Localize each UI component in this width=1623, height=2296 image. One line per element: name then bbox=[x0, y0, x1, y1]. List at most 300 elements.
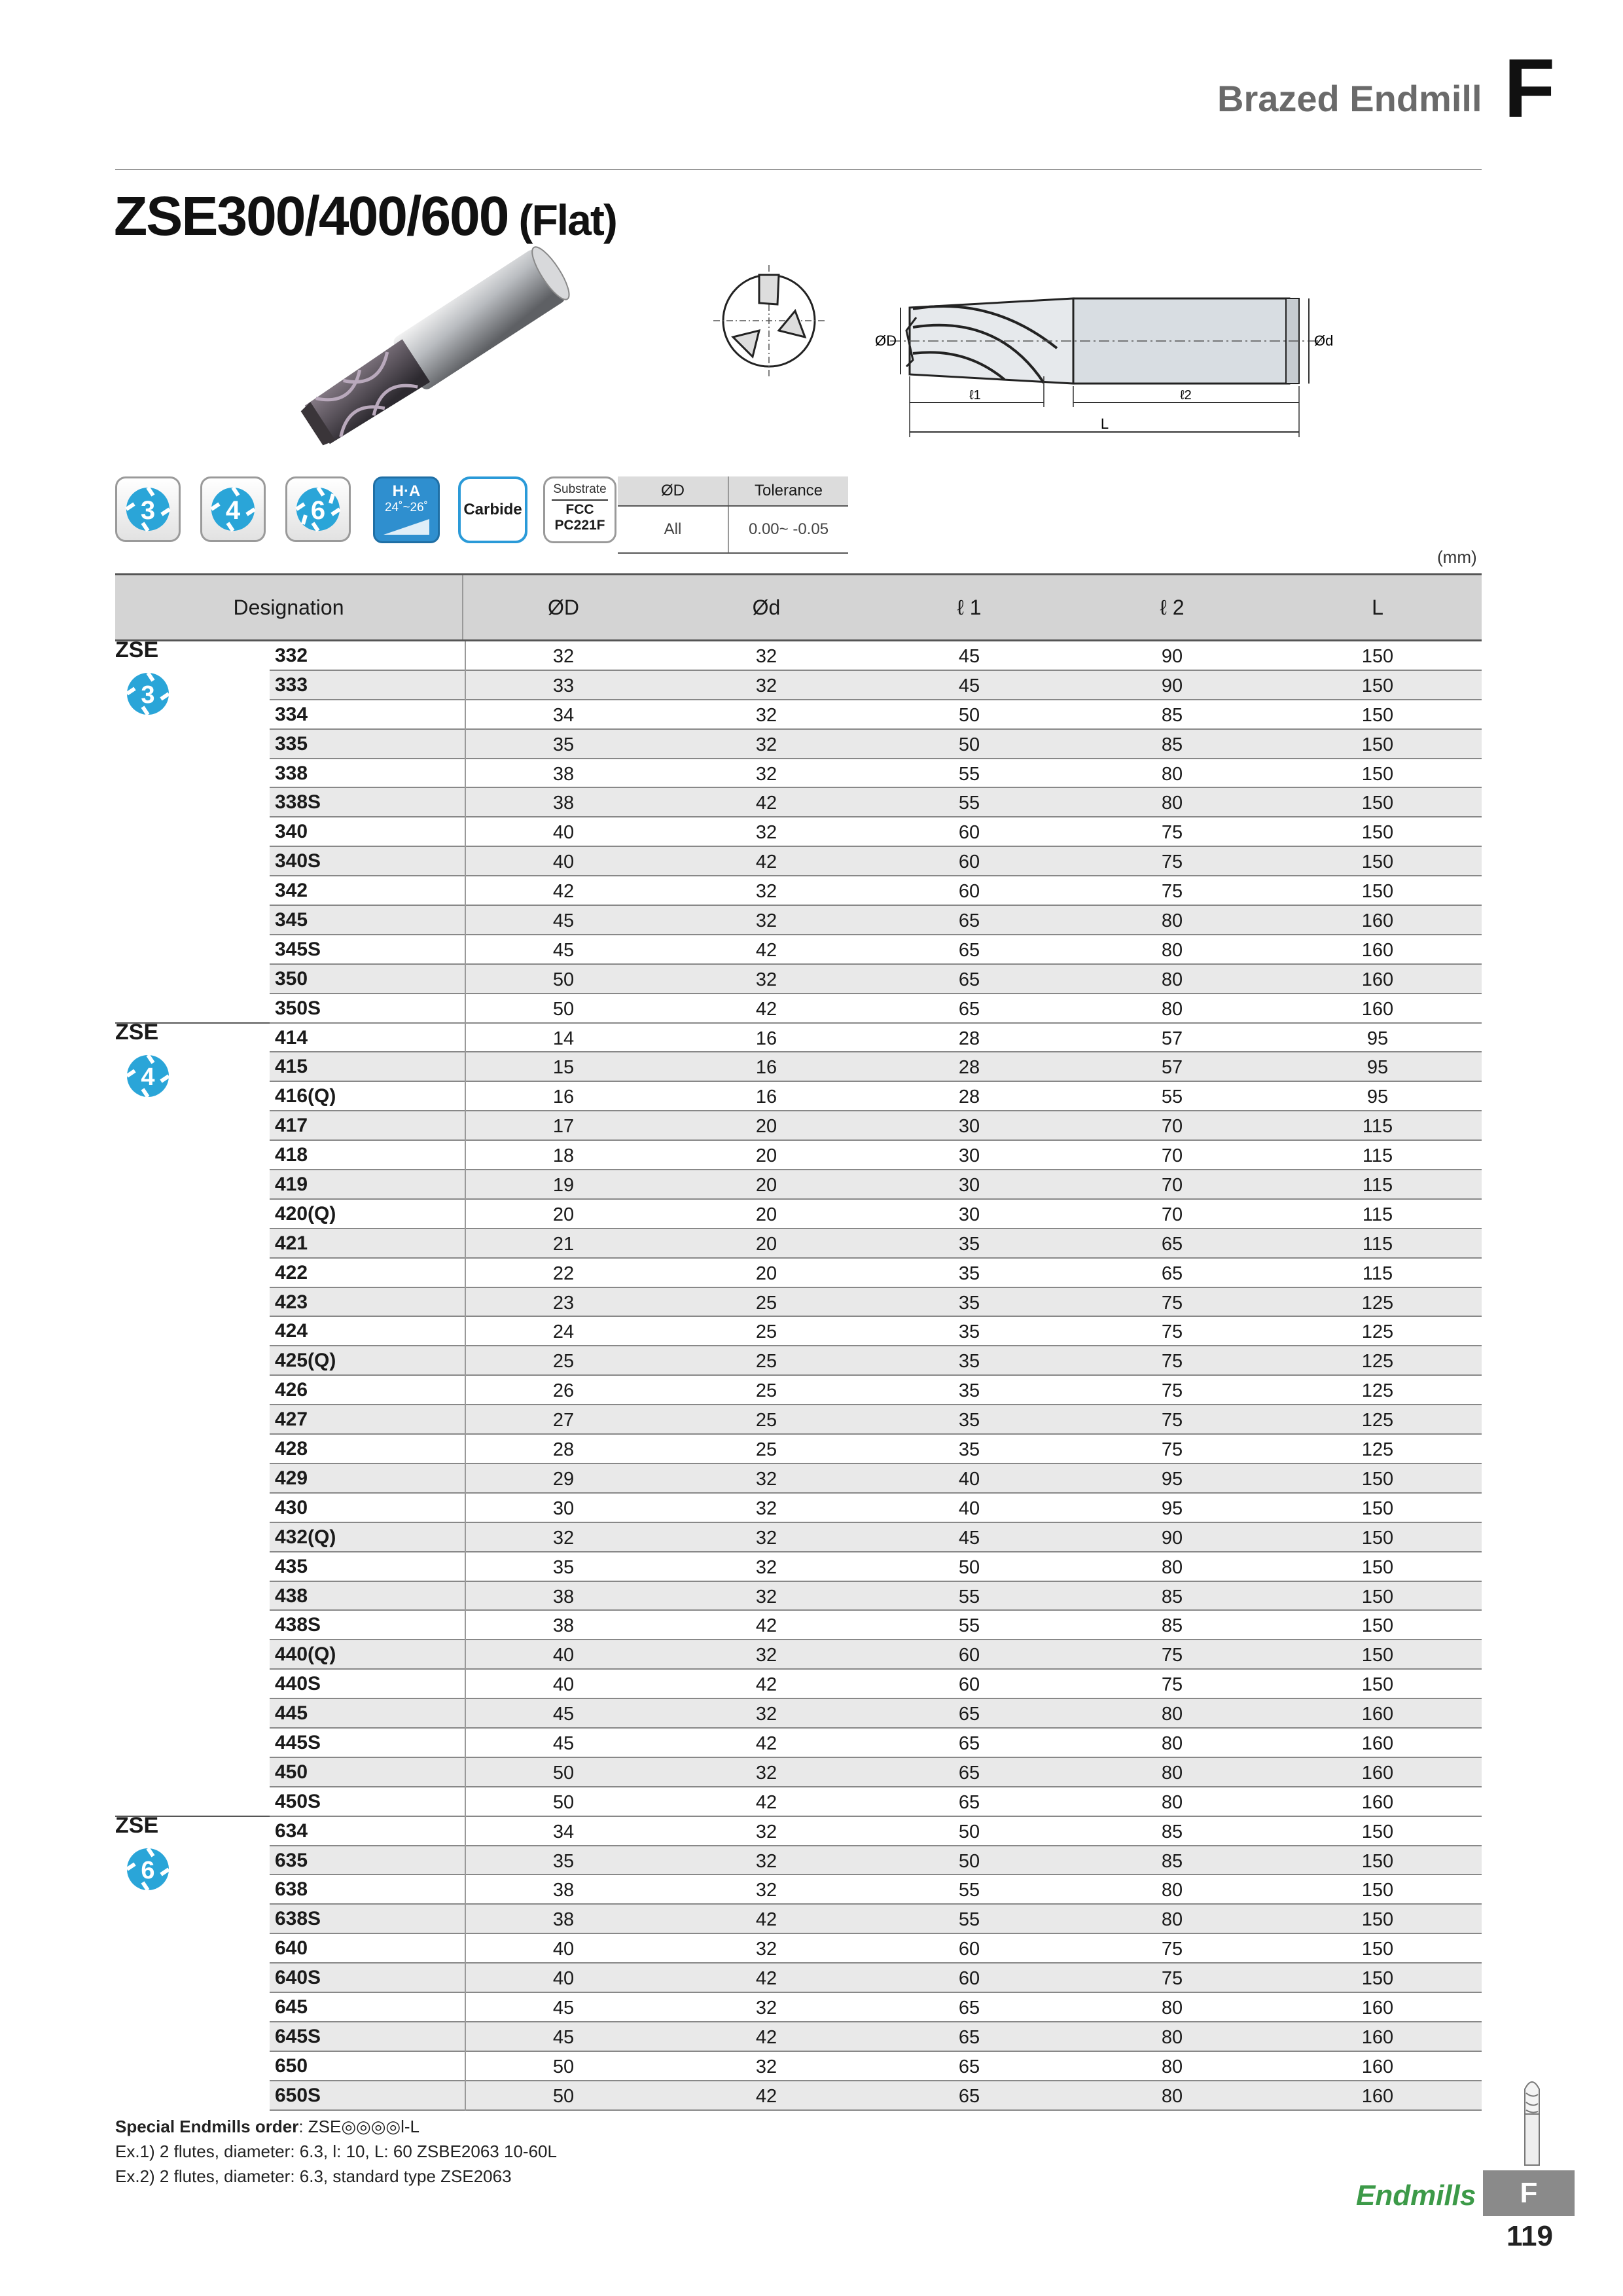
value-cell: 115 bbox=[1362, 1145, 1393, 1167]
value-cell: 50 bbox=[552, 969, 575, 990]
section-title: Brazed Endmill bbox=[1217, 78, 1482, 119]
value-cell: 80 bbox=[1161, 2085, 1183, 2107]
value-cell: 40 bbox=[552, 822, 575, 844]
value-cell: 85 bbox=[1161, 1615, 1183, 1637]
value-cell: 42 bbox=[755, 1732, 777, 1754]
value-cell: 16 bbox=[755, 1028, 777, 1049]
value-cell: 80 bbox=[1161, 910, 1183, 932]
value-cell: 150 bbox=[1361, 1645, 1394, 1666]
value-cell: 42 bbox=[755, 939, 777, 961]
value-cell: 25 bbox=[755, 1292, 777, 1314]
title-main: ZSE300/400/600 bbox=[114, 185, 508, 247]
value-cell: 55 bbox=[958, 763, 980, 785]
table-row bbox=[115, 641, 1482, 671]
value-cell: 20 bbox=[755, 1263, 777, 1284]
value-cell: 95 bbox=[1161, 1468, 1183, 1490]
value-cell: 25 bbox=[552, 1351, 575, 1372]
value-cell: 80 bbox=[1161, 1997, 1183, 2018]
value-cell: 80 bbox=[1161, 1909, 1183, 1931]
designation-cell: 425(Q) bbox=[270, 1346, 466, 1376]
designation-cell: 424 bbox=[270, 1317, 466, 1346]
designation-cell: 638 bbox=[270, 1875, 466, 1905]
value-cell: 160 bbox=[1361, 2026, 1394, 2048]
value-cell: 65 bbox=[958, 969, 980, 990]
value-cell: 40 bbox=[552, 1645, 575, 1666]
value-cell: 42 bbox=[755, 998, 777, 1020]
flute-count-icon bbox=[122, 668, 174, 720]
value-cell: 150 bbox=[1361, 1586, 1394, 1607]
value-cell: 65 bbox=[958, 910, 980, 932]
title-suffix: (Flat) bbox=[518, 196, 616, 244]
header-shank-diameter: Ød bbox=[752, 596, 781, 619]
substrate-label: Substrate bbox=[553, 482, 607, 496]
value-cell: 50 bbox=[958, 704, 980, 726]
value-cell: 80 bbox=[1161, 969, 1183, 990]
designation-cell: 415 bbox=[270, 1052, 466, 1082]
svg-text:4: 4 bbox=[225, 496, 241, 525]
table-row bbox=[115, 700, 1482, 730]
value-cell: 85 bbox=[1161, 734, 1183, 755]
designation-cell: 332 bbox=[270, 641, 466, 671]
value-cell: 42 bbox=[755, 852, 777, 873]
value-cell: 65 bbox=[958, 1704, 980, 1725]
value-cell: 19 bbox=[552, 1175, 575, 1196]
value-cell: 22 bbox=[552, 1263, 575, 1284]
value-cell: 25 bbox=[755, 1351, 777, 1372]
value-cell: 14 bbox=[552, 1028, 575, 1049]
value-cell: 15 bbox=[552, 1057, 575, 1079]
table-row bbox=[115, 1875, 1482, 1905]
value-cell: 45 bbox=[958, 646, 980, 667]
value-cell: 60 bbox=[958, 1645, 980, 1666]
value-cell: 125 bbox=[1361, 1351, 1394, 1372]
designation-cell: 440S bbox=[270, 1670, 466, 1699]
value-cell: 50 bbox=[958, 1821, 980, 1842]
value-cell: 35 bbox=[958, 1263, 980, 1284]
value-cell: 45 bbox=[958, 1527, 980, 1549]
value-cell: 115 bbox=[1362, 1263, 1393, 1284]
value-cell: 80 bbox=[1161, 763, 1183, 785]
value-cell: 125 bbox=[1361, 1439, 1394, 1461]
value-cell: 90 bbox=[1161, 675, 1183, 696]
value-cell: 42 bbox=[755, 1674, 777, 1696]
value-cell: 80 bbox=[1161, 1791, 1183, 1813]
value-cell: 17 bbox=[552, 1116, 575, 1138]
designation-cell: 333 bbox=[270, 671, 466, 700]
value-cell: 50 bbox=[958, 1556, 980, 1578]
value-cell: 55 bbox=[958, 1615, 980, 1637]
value-cell: 75 bbox=[1161, 1410, 1183, 1431]
value-cell: 65 bbox=[958, 1997, 980, 2018]
helix-angle-badge bbox=[373, 476, 440, 543]
value-cell: 150 bbox=[1361, 1468, 1394, 1490]
helix-label: H·A bbox=[392, 482, 421, 500]
value-cell: 25 bbox=[755, 1321, 777, 1343]
value-cell: 65 bbox=[958, 1732, 980, 1754]
helix-angle: 24˚~26˚ bbox=[384, 501, 429, 514]
designation-cell: 414 bbox=[270, 1024, 466, 1053]
spec-table-body bbox=[115, 641, 1482, 2111]
value-cell: 33 bbox=[552, 675, 575, 696]
designation-cell: 440(Q) bbox=[270, 1640, 466, 1670]
designation-cell: 438S bbox=[270, 1611, 466, 1640]
value-cell: 18 bbox=[552, 1145, 575, 1167]
value-cell: 55 bbox=[1161, 1086, 1183, 1108]
value-cell: 38 bbox=[552, 1586, 575, 1607]
value-cell: 115 bbox=[1362, 1233, 1393, 1255]
flute-count-icon bbox=[122, 1050, 174, 1102]
value-cell: 20 bbox=[755, 1233, 777, 1255]
value-cell: 160 bbox=[1361, 998, 1394, 1020]
table-row bbox=[115, 1582, 1482, 1611]
dimension-drawing bbox=[851, 268, 1348, 445]
value-cell: 75 bbox=[1161, 1321, 1183, 1343]
designation-cell: 430 bbox=[270, 1494, 466, 1523]
value-cell: 160 bbox=[1361, 969, 1394, 990]
designation-cell: 645 bbox=[270, 1993, 466, 2022]
value-cell: 42 bbox=[552, 881, 575, 903]
value-cell: 32 bbox=[755, 2056, 777, 2077]
material-badge: Carbide bbox=[458, 476, 527, 543]
value-cell: 85 bbox=[1161, 1850, 1183, 1872]
order-example-2: Ex.2) 2 flutes, diameter: 6.3, standard type ZSE2063 bbox=[115, 2166, 512, 2186]
table-row bbox=[115, 1111, 1482, 1141]
value-cell: 45 bbox=[958, 675, 980, 696]
value-cell: 35 bbox=[958, 1380, 980, 1402]
value-cell: 50 bbox=[552, 2085, 575, 2107]
value-cell: 150 bbox=[1361, 1556, 1394, 1578]
value-cell: 42 bbox=[755, 793, 777, 814]
value-cell: 38 bbox=[552, 763, 575, 785]
value-cell: 160 bbox=[1361, 1732, 1394, 1754]
value-cell: 38 bbox=[552, 793, 575, 814]
table-row bbox=[115, 876, 1482, 906]
value-cell: 32 bbox=[755, 969, 777, 990]
value-cell: 32 bbox=[755, 1821, 777, 1842]
designation-cell: 338S bbox=[270, 788, 466, 817]
value-cell: 50 bbox=[552, 998, 575, 1020]
designation-cell: 650S bbox=[270, 2081, 466, 2111]
svg-text:3: 3 bbox=[141, 681, 155, 709]
value-cell: 28 bbox=[958, 1086, 980, 1108]
table-row bbox=[115, 1905, 1482, 1934]
label-d: Ød bbox=[1314, 332, 1334, 349]
table-row bbox=[115, 1817, 1482, 1846]
designation-cell: 435 bbox=[270, 1552, 466, 1582]
value-cell: 16 bbox=[755, 1086, 777, 1108]
tolerance-table bbox=[618, 476, 848, 554]
value-cell: 150 bbox=[1361, 1939, 1394, 1960]
value-cell: 125 bbox=[1361, 1321, 1394, 1343]
value-cell: 45 bbox=[552, 939, 575, 961]
value-cell: 25 bbox=[755, 1380, 777, 1402]
value-cell: 75 bbox=[1161, 1351, 1183, 1372]
value-cell: 150 bbox=[1361, 1880, 1394, 1901]
value-cell: 45 bbox=[552, 1732, 575, 1754]
header-designation: Designation bbox=[115, 575, 463, 639]
flute-3-badge bbox=[115, 476, 181, 542]
designation-cell: 345 bbox=[270, 906, 466, 935]
value-cell: 30 bbox=[958, 1116, 980, 1138]
table-row bbox=[115, 1464, 1482, 1494]
order-format-line bbox=[115, 2114, 557, 2139]
value-cell: 150 bbox=[1361, 734, 1394, 755]
endmill-photo bbox=[262, 236, 615, 458]
designation-cell: 418 bbox=[270, 1141, 466, 1170]
value-cell: 38 bbox=[552, 1880, 575, 1901]
substrate-grade-2: PC221F bbox=[554, 518, 605, 533]
table-row bbox=[115, 1141, 1482, 1170]
value-cell: 40 bbox=[552, 1939, 575, 1960]
value-cell: 30 bbox=[958, 1204, 980, 1225]
table-row bbox=[115, 759, 1482, 789]
value-cell: 32 bbox=[755, 1850, 777, 1872]
designation-cell: 421 bbox=[270, 1229, 466, 1259]
value-cell: 160 bbox=[1361, 939, 1394, 961]
value-cell: 32 bbox=[755, 1586, 777, 1607]
value-cell: 25 bbox=[755, 1439, 777, 1461]
order-label: Special Endmills order bbox=[115, 2117, 299, 2136]
designation-cell: 340 bbox=[270, 817, 466, 847]
table-row bbox=[115, 671, 1482, 700]
value-cell: 150 bbox=[1361, 763, 1394, 785]
value-cell: 42 bbox=[755, 1791, 777, 1813]
svg-text:4: 4 bbox=[141, 1063, 155, 1091]
value-cell: 150 bbox=[1361, 1909, 1394, 1931]
value-cell: 25 bbox=[755, 1410, 777, 1431]
table-row bbox=[115, 965, 1482, 994]
value-cell: 60 bbox=[958, 1968, 980, 1990]
value-cell: 32 bbox=[552, 646, 575, 667]
value-cell: 40 bbox=[958, 1498, 980, 1519]
value-cell: 75 bbox=[1161, 881, 1183, 903]
value-cell: 40 bbox=[552, 852, 575, 873]
value-cell: 35 bbox=[958, 1351, 980, 1372]
designation-cell: 419 bbox=[270, 1170, 466, 1200]
header-overall-length: L bbox=[1372, 596, 1383, 619]
tolerance-header-tolerance: Tolerance bbox=[728, 476, 848, 506]
table-row bbox=[115, 1787, 1482, 1817]
value-cell: 34 bbox=[552, 1821, 575, 1842]
value-cell: 75 bbox=[1161, 822, 1183, 844]
table-row bbox=[115, 1317, 1482, 1346]
spec-table-header bbox=[115, 573, 1482, 641]
tolerance-cell-value: 0.00~ -0.05 bbox=[728, 506, 848, 553]
value-cell: 75 bbox=[1161, 1939, 1183, 1960]
value-cell: 45 bbox=[552, 1704, 575, 1725]
value-cell: 65 bbox=[958, 2085, 980, 2107]
footer-section-letter: F bbox=[1483, 2170, 1575, 2216]
table-row bbox=[115, 847, 1482, 876]
value-cell: 32 bbox=[755, 1556, 777, 1578]
designation-cell: 438 bbox=[270, 1582, 466, 1611]
value-cell: 160 bbox=[1361, 1704, 1394, 1725]
unit-label: (mm) bbox=[1437, 547, 1477, 567]
value-cell: 32 bbox=[755, 1997, 777, 2018]
value-cell: 80 bbox=[1161, 1762, 1183, 1784]
table-row bbox=[115, 1494, 1482, 1523]
table-row bbox=[115, 935, 1482, 965]
table-row bbox=[115, 1699, 1482, 1729]
value-cell: 42 bbox=[755, 1909, 777, 1931]
page-number: 119 bbox=[1507, 2220, 1553, 2252]
table-row bbox=[115, 906, 1482, 935]
value-cell: 55 bbox=[958, 1880, 980, 1901]
designation-cell: 640S bbox=[270, 1964, 466, 1993]
order-example-1: Ex.1) 2 flutes, diameter: 6.3, l: 10, L: 60 ZSBE2063 10-60L bbox=[115, 2142, 557, 2161]
value-cell: 150 bbox=[1361, 1850, 1394, 1872]
value-cell: 40 bbox=[552, 1674, 575, 1696]
designation-cell: 428 bbox=[270, 1435, 466, 1464]
value-cell: 60 bbox=[958, 822, 980, 844]
value-cell: 75 bbox=[1161, 1292, 1183, 1314]
value-cell: 150 bbox=[1361, 1821, 1394, 1842]
value-cell: 75 bbox=[1161, 1968, 1183, 1990]
value-cell: 60 bbox=[958, 852, 980, 873]
value-cell: 32 bbox=[552, 1527, 575, 1549]
value-cell: 85 bbox=[1161, 704, 1183, 726]
value-cell: 55 bbox=[958, 1909, 980, 1931]
series-label: ZSE bbox=[115, 1019, 159, 1045]
value-cell: 32 bbox=[755, 1527, 777, 1549]
value-cell: 90 bbox=[1161, 1527, 1183, 1549]
value-cell: 125 bbox=[1361, 1380, 1394, 1402]
value-cell: 150 bbox=[1361, 675, 1394, 696]
value-cell: 29 bbox=[552, 1468, 575, 1490]
value-cell: 150 bbox=[1361, 793, 1394, 814]
value-cell: 150 bbox=[1361, 1674, 1394, 1696]
designation-cell: 340S bbox=[270, 847, 466, 876]
table-row bbox=[115, 1552, 1482, 1582]
value-cell: 40 bbox=[552, 1968, 575, 1990]
label-D: ØD bbox=[875, 332, 897, 349]
endmill-thumbnail-icon bbox=[1516, 2075, 1548, 2166]
designation-cell: 650 bbox=[270, 2052, 466, 2081]
designation-cell: 445 bbox=[270, 1699, 466, 1729]
value-cell: 35 bbox=[958, 1233, 980, 1255]
designation-cell: 423 bbox=[270, 1288, 466, 1318]
value-cell: 150 bbox=[1361, 1527, 1394, 1549]
value-cell: 35 bbox=[958, 1292, 980, 1314]
order-notes bbox=[115, 2114, 557, 2189]
value-cell: 32 bbox=[755, 1704, 777, 1725]
value-cell: 60 bbox=[958, 1939, 980, 1960]
designation-cell: 417 bbox=[270, 1111, 466, 1141]
value-cell: 35 bbox=[552, 1850, 575, 1872]
table-row bbox=[115, 1758, 1482, 1787]
svg-text:6: 6 bbox=[141, 1857, 155, 1884]
designation-cell: 338 bbox=[270, 759, 466, 789]
table-row bbox=[115, 1405, 1482, 1435]
value-cell: 32 bbox=[755, 1498, 777, 1519]
series-label: ZSE bbox=[115, 637, 159, 662]
value-cell: 32 bbox=[755, 704, 777, 726]
table-row bbox=[115, 1052, 1482, 1082]
table-row bbox=[115, 730, 1482, 759]
value-cell: 150 bbox=[1361, 1968, 1394, 1990]
table-row bbox=[115, 788, 1482, 817]
value-cell: 50 bbox=[958, 734, 980, 755]
designation-cell: 634 bbox=[270, 1817, 466, 1846]
designation-cell: 335 bbox=[270, 730, 466, 759]
value-cell: 70 bbox=[1161, 1145, 1183, 1167]
value-cell: 28 bbox=[958, 1057, 980, 1079]
table-row bbox=[115, 1964, 1482, 1993]
value-cell: 160 bbox=[1361, 1997, 1394, 2018]
svg-text:6: 6 bbox=[310, 496, 326, 525]
table-row bbox=[115, 1846, 1482, 1876]
value-cell: 90 bbox=[1161, 646, 1183, 667]
value-cell: 115 bbox=[1362, 1116, 1393, 1138]
value-cell: 70 bbox=[1161, 1204, 1183, 1225]
value-cell: 32 bbox=[755, 1762, 777, 1784]
label-l1: ℓ1 bbox=[969, 388, 981, 403]
value-cell: 80 bbox=[1161, 2056, 1183, 2077]
table-row bbox=[115, 1288, 1482, 1318]
value-cell: 32 bbox=[755, 1880, 777, 1901]
value-cell: 30 bbox=[958, 1175, 980, 1196]
value-cell: 38 bbox=[552, 1909, 575, 1931]
value-cell: 50 bbox=[552, 1762, 575, 1784]
value-cell: 75 bbox=[1161, 1439, 1183, 1461]
value-cell: 80 bbox=[1161, 1704, 1183, 1725]
designation-cell: 429 bbox=[270, 1464, 466, 1494]
value-cell: 60 bbox=[958, 1674, 980, 1696]
value-cell: 28 bbox=[958, 1028, 980, 1049]
value-cell: 20 bbox=[755, 1204, 777, 1225]
tolerance-header-diameter: ØD bbox=[618, 476, 728, 506]
value-cell: 42 bbox=[755, 2085, 777, 2107]
table-row bbox=[115, 2052, 1482, 2081]
table-row bbox=[115, 1670, 1482, 1699]
value-cell: 20 bbox=[755, 1145, 777, 1167]
value-cell: 16 bbox=[552, 1086, 575, 1108]
footer-category: Endmills bbox=[1356, 2179, 1476, 2212]
value-cell: 35 bbox=[552, 1556, 575, 1578]
designation-cell: 645S bbox=[270, 2022, 466, 2052]
value-cell: 42 bbox=[755, 1615, 777, 1637]
value-cell: 35 bbox=[552, 734, 575, 755]
series-label: ZSE bbox=[115, 1813, 159, 1838]
table-row bbox=[115, 2081, 1482, 2111]
value-cell: 80 bbox=[1161, 1732, 1183, 1754]
value-cell: 32 bbox=[755, 763, 777, 785]
table-row bbox=[115, 817, 1482, 847]
designation-cell: 635 bbox=[270, 1846, 466, 1876]
value-cell: 80 bbox=[1161, 1556, 1183, 1578]
table-row bbox=[115, 1729, 1482, 1758]
table-row bbox=[115, 1435, 1482, 1464]
flute-count-icon bbox=[122, 1843, 174, 1895]
substrate-badge bbox=[543, 476, 616, 543]
substrate-grade-1: FCC bbox=[552, 499, 608, 518]
value-cell: 45 bbox=[552, 2026, 575, 2048]
table-row bbox=[115, 1082, 1482, 1111]
value-cell: 160 bbox=[1361, 2085, 1394, 2107]
value-cell: 24 bbox=[552, 1321, 575, 1343]
table-row bbox=[115, 1024, 1482, 1053]
value-cell: 60 bbox=[958, 881, 980, 903]
designation-cell: 445S bbox=[270, 1729, 466, 1758]
header-shank-length: ℓ 2 bbox=[1160, 596, 1185, 619]
header-rule bbox=[115, 169, 1482, 170]
value-cell: 160 bbox=[1361, 2056, 1394, 2077]
designation-cell: 350S bbox=[270, 994, 466, 1024]
value-cell: 65 bbox=[958, 939, 980, 961]
tolerance-cell-range: All bbox=[618, 506, 728, 553]
value-cell: 65 bbox=[958, 998, 980, 1020]
value-cell: 75 bbox=[1161, 852, 1183, 873]
